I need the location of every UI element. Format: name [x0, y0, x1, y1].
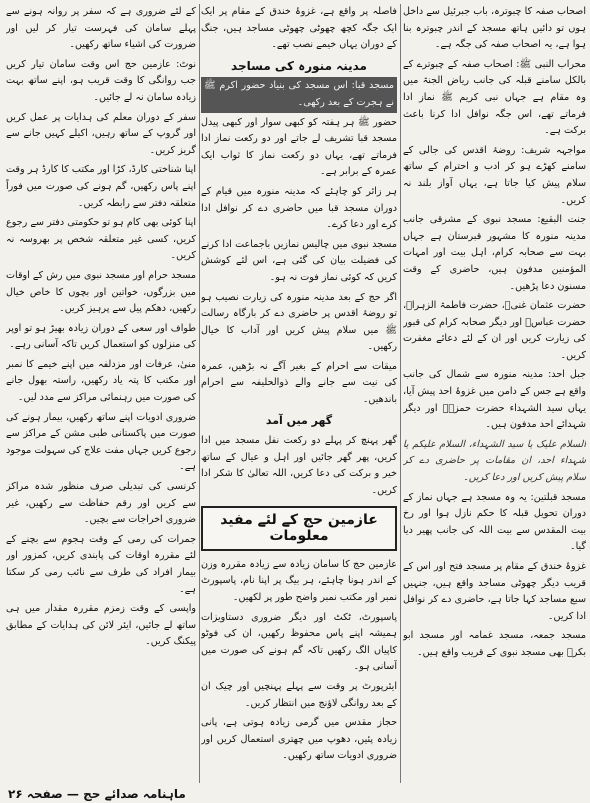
paragraph: اگر حج کے بعد مدینہ منورہ کی زیارت نصیب ہو تو روضۂ اقدس پر حاضری دے کر بارگاہ رسالت ﷺ میں سلام پیش کریں اور آداب کا خیال رکھیں۔	[201, 291, 397, 353]
paragraph: پاسپورٹ، ٹکٹ اور دیگر ضروری دستاویزات ہمیشہ اپنے پاس محفوظ رکھیں، ان کی فوٹو کاپیاں الگ رکھیں تاکہ گم ہونے کی صورت میں آسانی ہو۔	[201, 611, 397, 673]
highlighted-line: مسجد قبا: اس مسجد کی بنیاد حضور اکرم ﷺ نے ہجرت کے بعد رکھی۔	[201, 77, 397, 112]
paragraph: ضروری ادویات اپنے ساتھ رکھیں، بیمار ہونے کی صورت میں پاکستانی طبی مشن کے مراکز سے رجوع کریں جہاں مفت علاج کی سہولت موجود ہے۔	[6, 411, 196, 473]
left-column	[6, 4, 196, 785]
paragraph: اپنا شناختی کارڈ، کڑا اور مکتب کا کارڈ ہر وقت اپنے پاس رکھیں، گم ہونے کی صورت میں فوراً متعلقہ دفتر سے رابطہ کریں۔	[6, 164, 196, 209]
homecoming-heading: گھر میں آمد	[265, 413, 333, 427]
paragraph: اصحاب صفہ کا چبوترہ، باب جبرئیل سے داخل ہوں تو دائیں ہاتھ مسجد کے اندر چبوترہ بنا ہوا ہے، یہ اصحاب صفہ کی جگہ ہے۔	[403, 6, 586, 51]
paragraph: غزوۂ خندق کے مقام پر مسجد فتح اور اس کے قریب دیگر چھوٹی مساجد واقع ہیں، جنہیں سبع مساجد کہا جاتا ہے، حاضری دے کر نوافل ادا کریں۔	[403, 561, 586, 622]
column-divider	[199, 4, 200, 783]
paragraph: طواف اور سعی کے دوران زیادہ بھیڑ ہو تو اوپر کی منزلوں کو استعمال کریں تاکہ آسانی رہے۔	[6, 322, 196, 351]
mosques-heading: مدینہ منورہ کی مساجد	[231, 58, 367, 73]
column-divider	[400, 4, 401, 783]
paragraph: نوٹ: عازمین حج اس وقت سامان تیار کریں جب روانگی کا وقت قریب ہو، اپنے ساتھ بہت زیادہ سامان نہ لے جائیں۔	[6, 58, 196, 103]
paragraph: جبل احد: مدینہ منورہ سے شمال کی جانب واقع ہے جس کے دامن میں غزوۂ احد پیش آیا، یہاں سید الشہداء حضرت حمزہؓ اور دیگر شہدائے احد مدفون ہیں۔	[403, 369, 586, 431]
paragraph: منیٰ، عرفات اور مزدلفہ میں اپنے خیمے کا نمبر اور مکتب کا پتہ یاد رکھیں، راستہ بھول جانے کی صورت میں رہنمائی مراکز سے مدد لیں۔	[6, 358, 196, 404]
useful-info-title-box: عازمین حج کے لئے مفید معلومات	[201, 506, 397, 551]
paragraph: جنت البقیع: مسجد نبوی کے مشرقی جانب مدینہ منورہ کا مشہور قبرستان ہے جہاں بہت سے صحابہ کرام، اہل بیت اور امہات المؤمنین مدفون ہیں، حاضری کے وقت مسنون دعا پڑھیں۔	[403, 214, 586, 292]
intro-paragraph: فاصلہ پر واقع ہے، غزوۂ خندق کے مقام پر ایک ایک جگہ کچھ چھوٹی چھوٹی مساجد ہیں، جنگ کے دوران یہاں خیمے نصب تھے۔	[201, 6, 397, 51]
right-column	[403, 4, 586, 785]
middle-column	[201, 4, 397, 785]
paragraph: ہر زائر کو چاہئے کہ مدینہ منورہ میں قیام کے دوران مسجد قبا میں حاضری دے کر نوافل ادا کرے اور دعا کرے۔	[201, 185, 397, 231]
paragraph: جمرات کی رمی کے وقت ہجوم سے بچنے کے لئے مقررہ اوقات کی پابندی کریں، کمزور اور بیمار افراد کی طرف سے نائب رمی کر سکتا ہے۔	[6, 533, 196, 595]
paragraph: کرنسی کی تبدیلی صرف منظور شدہ مراکز سے کریں اور رقم حفاظت سے رکھیں، غیر ضروری اخراجات سے بچیں۔	[6, 481, 196, 526]
paragraph: مسجد نبوی میں چالیس نمازیں باجماعت ادا کرنے کی فضیلت بیان کی گئی ہے، اس لئے کوشش کریں کہ کوئی نماز فوت نہ ہو۔	[201, 238, 397, 283]
paragraph: کے لئے ضروری ہے کہ سفر پر روانہ ہونے سے پہلے سامان کی فہرست تیار کر لیں اور ضرورت کی اشیاء ساتھ رکھیں۔	[6, 6, 196, 51]
paragraph: واپسی کے وقت زمزم مقررہ مقدار میں ہی ساتھ لے جائیں، ایئر لائن کی ہدایات کے مطابق پیکنگ کریں۔	[6, 603, 196, 648]
paragraph: ایئرپورٹ پر وقت سے پہلے پہنچیں اور چیک ان کے بعد روانگی لاؤنج میں انتظار کریں۔	[201, 680, 397, 709]
paragraph-salutation: السلام علیک یا سید الشہداء، السلام علیکم یا شہداء احد، ان مقامات پر حاضری دے کر سلام پیش کریں اور دعا کریں۔	[403, 438, 586, 484]
paragraph: میقات سے احرام کے بغیر آگے نہ بڑھیں، عمرہ کی نیت سے جانے والے ذوالحلیفہ سے احرام باندھیں۔	[201, 360, 397, 406]
paragraph: محراب النبی ﷺ: اصحاب صفہ کے چبوترے کے بالکل سامنے قبلہ کی جانب ریاض الجنۃ میں وہ مقام ہے جہاں نبی کریم ﷺ نماز ادا فرماتے تھے، اس جگہ نوافل ادا کرنا باعث برکت ہے۔	[403, 58, 586, 137]
paragraph: اپنا کوئی بھی کام ہو تو حکومتی دفتر سے رجوع کریں، کسی غیر متعلقہ شخص پر بھروسہ نہ کریں۔	[6, 217, 196, 262]
page-footer: ماہنامہ صدائے حج — صفحہ ۲۶	[8, 787, 186, 801]
paragraph: سفر کے دوران معلم کی ہدایات پر عمل کریں اور گروپ کے ساتھ رہیں، اکیلے کہیں جانے سے گریز کریں۔	[6, 111, 196, 156]
paragraph: حجاز مقدس میں گرمی زیادہ ہوتی ہے، پانی زیادہ پئیں، دھوپ میں چھتری استعمال کریں اور ضروری ادویات ساتھ رکھیں۔	[201, 717, 397, 762]
paragraph: عازمین حج کا سامان زیادہ سے زیادہ مقررہ وزن کے اندر ہونا چاہئے، ہر بیگ پر اپنا نام، پاسپورٹ نمبر اور مکتب نمبر واضح طور پر لکھیں۔	[201, 558, 397, 603]
paragraph: مسجد قبلتین: یہ وہ مسجد ہے جہاں نماز کے دوران تحویل قبلہ کا حکم نازل ہوا اور رخ بیت المقدس سے بیت اللہ کی جانب پھیر دیا گیا۔	[403, 491, 586, 553]
paragraph: حضرت عثمان غنیؓ، حضرت فاطمۃ الزہراؓ، حضرت عباسؓ اور دیگر صحابہ کرام کی قبور کی زیارت کریں اور ان کے لئے دعائے مغفرت کریں۔	[403, 300, 586, 361]
paragraph: گھر پہنچ کر پہلے دو رکعت نفل مسجد میں ادا کریں، پھر گھر جائیں اور اہل و عیال کے ساتھ خیر و برکت کی دعا کریں، اللہ تعالیٰ کا شکر ادا کریں۔	[201, 435, 397, 497]
paragraph: مواجہہ شریف: روضۂ اقدس کی جالی کے سامنے کھڑے ہو کر ادب و احترام کے ساتھ سلام پیش کیا جاتا ہے، یہاں آواز بلند نہ کریں۔	[403, 144, 586, 206]
paragraph: مسجد جمعہ، مسجد غمامہ اور مسجد ابو بکرؓ بھی مسجد نبوی کے قریب واقع ہیں۔	[403, 630, 586, 658]
paragraph: مسجد حرام اور مسجد نبوی میں رش کے اوقات میں بزرگوں، خواتین اور بچوں کا خاص خیال رکھیں، دھکم پیل سے پرہیز کریں۔	[6, 269, 196, 315]
paragraph: حضور ﷺ ہر ہفتہ کو کبھی سوار اور کبھی پیدل مسجد قبا تشریف لے جاتے اور دو رکعت نماز ادا فرماتے تھے، یہاں دو رکعت نماز کا ثواب ایک عمرہ کے برابر ہے۔	[201, 116, 397, 178]
